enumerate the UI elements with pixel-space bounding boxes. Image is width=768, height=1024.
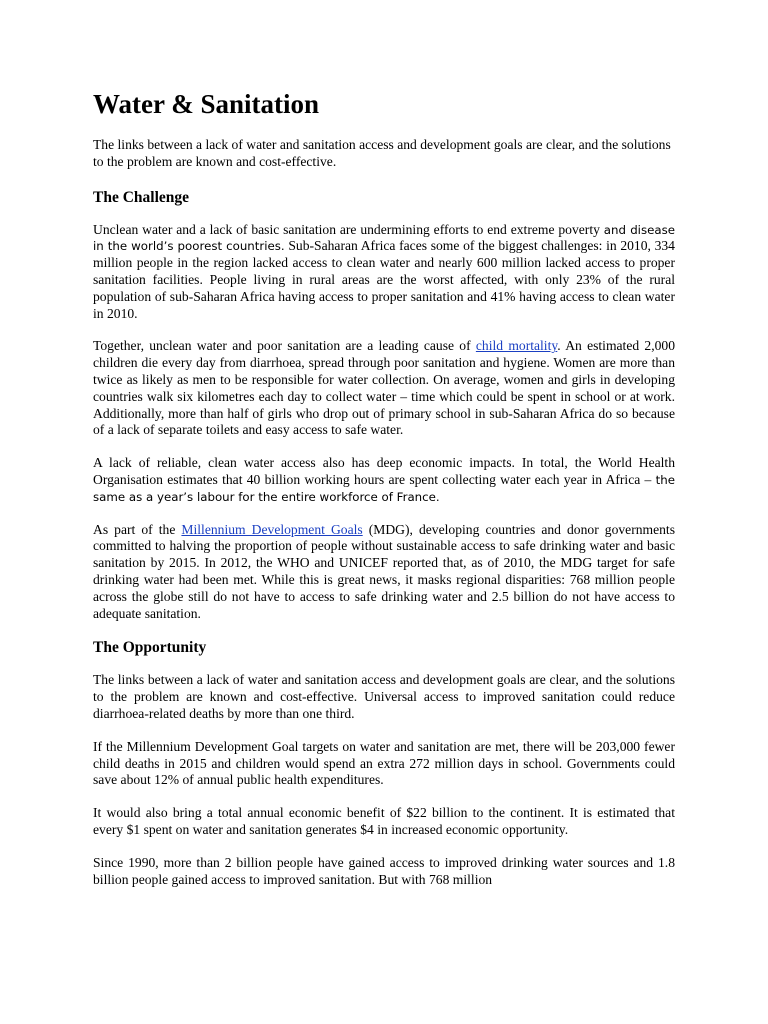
page-title: Water & Sanitation: [93, 89, 320, 119]
challenge-paragraph-4: [93, 522, 675, 623]
challenge-p3-text-b: the same as a year’s labour for the entire workforce of France.: [93, 472, 675, 504]
challenge-p3-text-a: A lack of reliable, clean water access also has deep economic impacts. In total, the World Health Organisation estimates that 40 billion working hours are spent collecting water each year in Africa –: [93, 455, 675, 487]
challenge-paragraph-2: [93, 338, 675, 439]
document-page: [93, 84, 675, 904]
opportunity-heading: The Opportunity: [93, 639, 207, 657]
challenge-paragraph-3: [93, 455, 675, 505]
child-mortality-link[interactable]: child mortality: [475, 338, 558, 354]
opportunity-paragraph-2: If the Millennium Development Goal targets on water and sanitation are met, there will be 203,000 fewer child deaths in 2015 and children would spend an extra 272 million days in school. Governments could save about 12% of annual public health expenditures.: [93, 738, 675, 788]
challenge-p1-text-c: Sub-Saharan Africa faces some of the biggest challenges: in 2010, 334 million people in the region lacked access to clean water and nearly 600 million lacked access to proper sanitation facilities. People living in rural areas are the worst affected, with only 23% of the rural population of sub-Saharan Africa having access to proper sanitation and 41% having access to clean water in 2010.: [93, 238, 675, 321]
opportunity-paragraph-3: It would also bring a total annual economic benefit of $22 billion to the continent. It is estimated that every $1 spent on water and sanitation generates $4 in increased economic opportunity.: [93, 805, 675, 837]
challenge-heading: The Challenge: [93, 188, 190, 206]
challenge-p1-text-b: and disease in the world’s poorest countries.: [93, 222, 676, 254]
challenge-p4-text-b: (MDG), developing countries and donor governments committed to halving the proportion of people without sustainable access to safe drinking water and basic sanitation by 2015. In 2012, the WHO and UNICEF reported that, as of 2010, the MDG target for safe drinking water had been met. While this is great news, it masks regional disparities: 768 million people across the globe still do not have to access to safe drinking water and 2.5 billion do not have access to adequate sanitation.: [93, 521, 676, 621]
challenge-p1-text-a: Unclean water and a lack of basic sanitation are undermining efforts to end extreme poverty: [93, 221, 600, 237]
opportunity-paragraph-4: Since 1990, more than 2 billion people have gained access to improved drinking water sources and 1.8 billion people gained access to improved sanitation. But with 768 million: [93, 854, 675, 887]
challenge-paragraph-1: [93, 222, 675, 323]
intro-paragraph: The links between a lack of water and sanitation access and development goals are clear, and the solutions to the problem are known and cost-effective.: [93, 137, 671, 169]
challenge-p2-text-b: . An estimated 2,000 children die every day from diarrhoea, spread through poor sanitation and hygiene. Women are more than twice as likely as men to be responsible for water collection. On average, women and girls in developing countries walk six kilometres each day to collect water – time which could be spent in school or at work. Additionally, more than half of girls who drop out of primary school in sub-Saharan Africa do so because of a lack of separate toilets and easy access to safe water.: [93, 338, 676, 438]
challenge-p4-text-a: As part of the: [93, 521, 182, 537]
challenge-p2-text-a: Together, unclean water and poor sanitation are a leading cause of: [93, 338, 476, 354]
millennium-development-goals-link[interactable]: Millennium Development Goals: [181, 521, 363, 537]
opportunity-paragraph-1: The links between a lack of water and sanitation access and development goals are clear, and the solutions to the problem are known and cost-effective. Universal access to improved sanitation could reduce diarrhoea-related deaths by more than one third.: [93, 672, 675, 721]
